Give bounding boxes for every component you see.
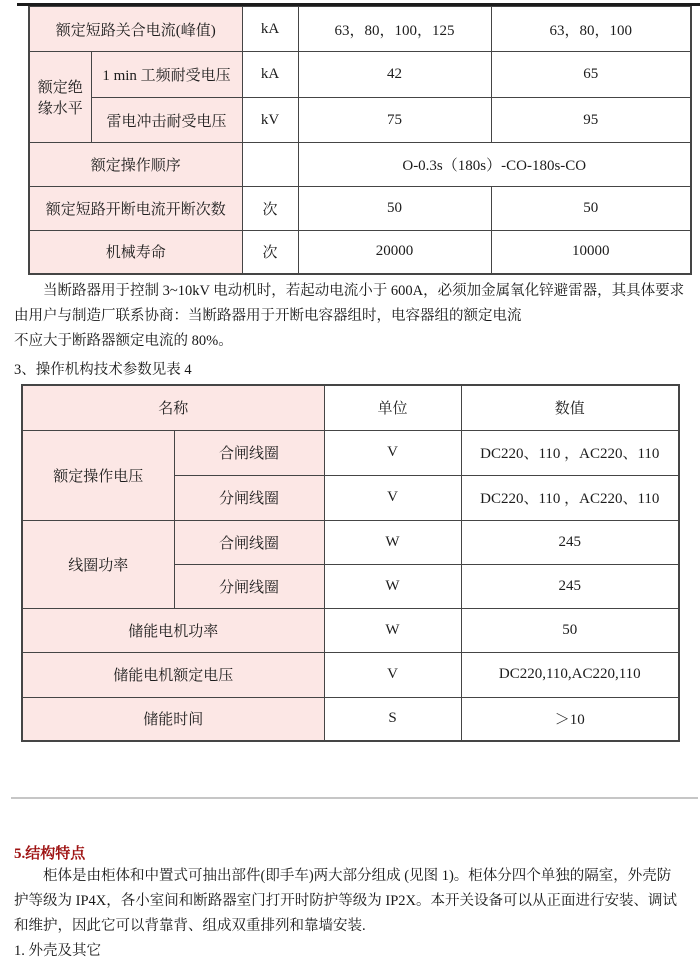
section-divider-rule — [11, 797, 698, 799]
param-unit: V — [324, 430, 461, 475]
param-label: 合闸线圈 — [174, 520, 324, 564]
param-unit: kA — [242, 52, 298, 98]
param-label: 储能电机额定电压 — [22, 652, 324, 697]
param-group-label: 额定操作电压 — [22, 430, 174, 520]
table-row — [22, 697, 679, 741]
table-row — [29, 52, 691, 98]
table-row — [22, 430, 679, 475]
param-label: 额定操作顺序 — [29, 143, 242, 187]
param-unit: kA — [242, 7, 298, 52]
section5-paragraph — [14, 864, 692, 964]
param-label: 储能时间 — [22, 697, 324, 741]
note-line: 不应大于断路器额定电流的 80%。 — [14, 333, 233, 349]
param-value: DC220,110,AC220,110 — [461, 652, 679, 697]
param-label: 分闸线圈 — [174, 475, 324, 520]
section5-line: 和维护，因此它可以背靠背、组成双重排列和靠墙安装. — [14, 918, 366, 934]
param-label: 额定短路开断电流开断次数 — [29, 187, 242, 231]
param-value-2: 95 — [491, 98, 691, 143]
param-value-2: 10000 — [491, 231, 691, 274]
breaker-parameters-table — [28, 6, 692, 275]
param-value: O-0.3s（180s）-CO-180s-CO — [298, 143, 691, 187]
param-unit: V — [324, 475, 461, 520]
table-row — [22, 520, 679, 564]
param-value-1: 75 — [298, 98, 491, 143]
param-value: 245 — [461, 564, 679, 608]
param-label: 额定短路关合电流(峰值) — [29, 7, 242, 52]
table-row — [29, 7, 691, 52]
param-value-1: 42 — [298, 52, 491, 98]
section5-line: 护等级为 IP4X，各小室间和断路器室门打开时防护等级为 IP2X。本开关设备可以从正面进行安装、调试 — [14, 893, 677, 909]
header-unit: 单位 — [324, 385, 461, 430]
note-line: 由用户与制造厂联系协商：当断路器用于开断电容器组时，电容器组的额定电流 — [14, 308, 522, 324]
param-unit: W — [324, 608, 461, 652]
table-header-row — [22, 385, 679, 430]
section5-line: 柜体是由柜体和中置式可抽出部件(即手车)两大部分组成 (见图 1)。柜体分四个单独的隔室，外壳防 — [43, 868, 672, 884]
param-value-2: 65 — [491, 52, 691, 98]
param-unit: V — [324, 652, 461, 697]
param-label: 储能电机功率 — [22, 608, 324, 652]
param-unit: W — [324, 564, 461, 608]
section5-heading: 5.结构特点 — [14, 846, 86, 862]
param-value: DC220、110 ，AC220、110 — [461, 475, 679, 520]
mechanism-parameters-table — [21, 384, 680, 742]
param-value-1: 50 — [298, 187, 491, 231]
param-unit: 次 — [242, 231, 298, 274]
param-label: 雷电冲击耐受电压 — [91, 98, 242, 143]
section3-heading: 3、操作机构技术参数见表 4 — [14, 362, 192, 378]
param-value: ＞10 — [461, 697, 679, 741]
section5-item1: 1. 外壳及其它 — [14, 943, 101, 959]
table-row — [29, 98, 691, 143]
param-group-label: 线圈功率 — [22, 520, 174, 608]
header-name: 名称 — [22, 385, 324, 430]
param-value: 50 — [461, 608, 679, 652]
param-label: 机械寿命 — [29, 231, 242, 274]
param-group-label: 额定绝缘水平 — [29, 52, 91, 143]
param-value: DC220、110 ，AC220、110 — [461, 430, 679, 475]
param-label: 1 min 工频耐受电压 — [91, 52, 242, 98]
table-row — [22, 652, 679, 697]
param-value-2: 50 — [491, 187, 691, 231]
table-row — [29, 143, 691, 187]
table-row — [29, 231, 691, 274]
param-unit: kV — [242, 98, 298, 143]
param-unit: S — [324, 697, 461, 741]
table-row — [29, 187, 691, 231]
note-line: 当断路器用于控制 3~10kV 电动机时，若起动电流小于 600A，必须加金属氧化锌避雷器，其具体要求 — [43, 283, 685, 299]
param-value-1: 20000 — [298, 231, 491, 274]
param-unit: 次 — [242, 187, 298, 231]
note-paragraph — [14, 279, 692, 354]
param-label: 分闸线圈 — [174, 564, 324, 608]
param-value-1: 63，80，100，125 — [298, 7, 491, 52]
param-value-2: 63，80，100 — [491, 7, 691, 52]
param-label: 合闸线圈 — [174, 430, 324, 475]
table-row — [22, 608, 679, 652]
header-value: 数值 — [461, 385, 679, 430]
param-value: 245 — [461, 520, 679, 564]
param-unit: W — [324, 520, 461, 564]
param-unit — [242, 143, 298, 187]
